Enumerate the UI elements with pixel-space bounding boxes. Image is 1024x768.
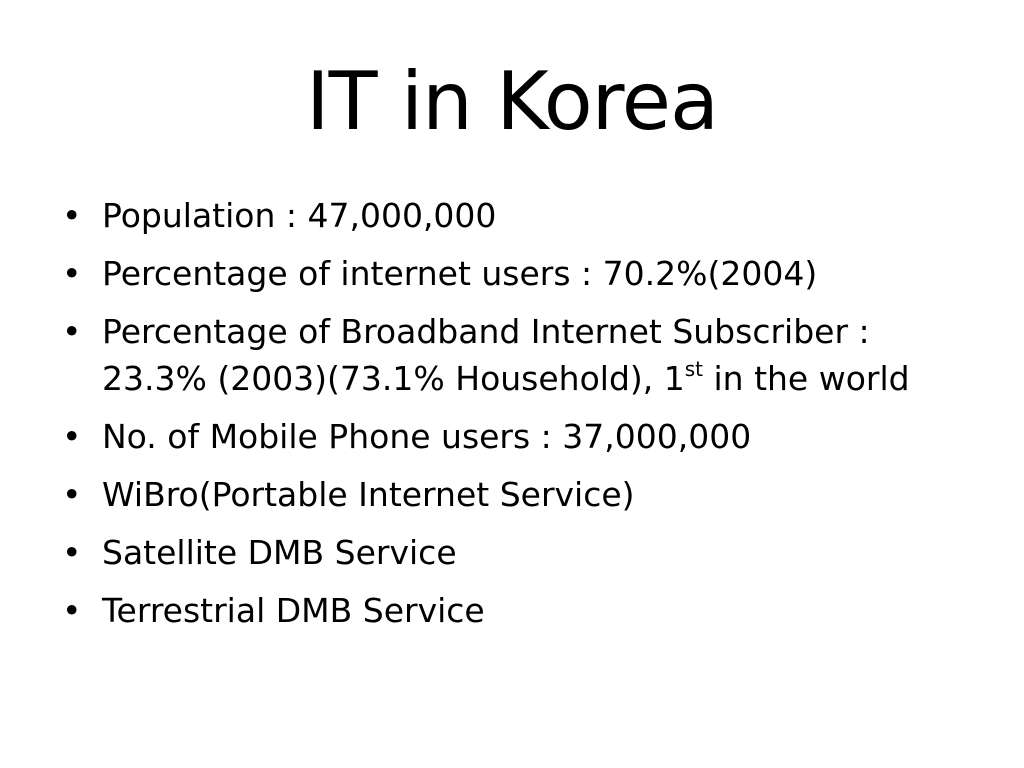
bullet-icon: • [62, 196, 82, 235]
bullet-text: Percentage of internet users : 70.2%(2004) [102, 254, 818, 293]
list-item [62, 192, 982, 239]
bullet-text: Terrestrial DMB Service [102, 591, 485, 630]
list-item [62, 587, 982, 634]
list-item [62, 250, 982, 297]
bullet-icon: • [62, 533, 82, 572]
bullet-text: No. of Mobile Phone users : 37,000,000 [102, 417, 752, 456]
list-item [62, 529, 982, 576]
list-item [62, 308, 982, 402]
slide-title: IT in Korea [305, 55, 719, 148]
bullet-text-part: in the world [703, 359, 910, 398]
bullet-icon: • [62, 591, 82, 630]
bullet-text-part: Percentage of Broadband Internet Subscriber : 23.3% (2003)(73.1% Household), 1 [102, 312, 870, 398]
bullet-icon: • [62, 312, 82, 351]
list-item [62, 413, 982, 460]
bullet-text: Satellite DMB Service [102, 533, 457, 572]
bullet-list [62, 192, 982, 645]
ordinal-suffix: st [684, 357, 704, 381]
bullet-text: Population : 47,000,000 [102, 196, 497, 235]
list-item [62, 471, 982, 518]
bullet-text: WiBro(Portable Internet Service) [102, 475, 635, 514]
bullet-icon: • [62, 417, 82, 456]
bullet-icon: • [62, 475, 82, 514]
bullet-icon: • [62, 254, 82, 293]
